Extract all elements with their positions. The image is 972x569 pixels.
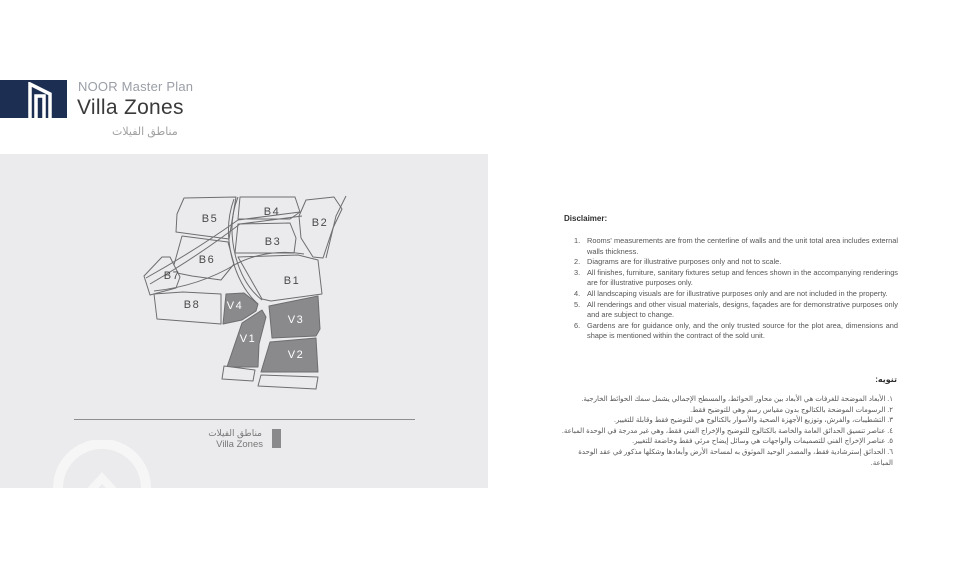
disclaimer-item: 5. All renderings and other visual materials, designs, façades are for demonstrative purposes only and are subject to change.	[574, 299, 898, 320]
zone-strip-right	[258, 375, 318, 389]
arabic-disclaimer-item: ٥. عناصر الإخراج الفني للتصميمات والواجهات هي وسائل إيضاح مرئي فقط وخاضعة للتغيير.	[632, 438, 893, 446]
page-title: Villa Zones	[77, 96, 184, 119]
legend-divider	[74, 419, 415, 420]
legend-label-arabic: مناطق الفيلات	[208, 428, 262, 438]
zone-label: B3	[264, 236, 282, 248]
disclaimer-title: Disclaimer:	[564, 214, 608, 223]
arabic-disclaimer-item: ٤. عناصر تنسيق الحدائق العامة والخاصة بالكتالوج للتوضيح والإخراج الفني فقط، وهي غير مدرجة في الوحدة المباعة.	[561, 427, 893, 435]
arabic-disclaimer-item: ٦. الحدائق إسترشادية فقط، والمصدر الوحيد الموثوق به لمساحة الأرض وأبعادها وشكلها مذكور في عقد الوحدة المباعة.	[578, 448, 893, 467]
arabic-disclaimer-item: ٢. الرسومات الموضحة بالكتالوج بدون مقياس رسم وهي للتوضيح فقط.	[690, 406, 893, 414]
disclaimer-item: 3. All finishes, furniture, sanitary fixtures setup and fences shown in the accompanying renderings are for illustrative purposes only.	[574, 267, 898, 288]
zone-strip-left	[222, 366, 255, 381]
master-plan-subtitle: NOOR Master Plan	[78, 79, 194, 94]
arabic-disclaimer-item: ٣. التشطيبات، والفرش، وتوزيع الأجهزة الصحية والأسوار بالكتالوج هي للتوضيح فقط وقابلة للتغيير.	[613, 417, 893, 425]
disclaimer-item: 4. All landscaping visuals are for illustrative purposes only and are not included in the property.	[574, 288, 888, 298]
logo-mark-icon	[28, 82, 52, 118]
zone-label: V3	[287, 314, 305, 326]
zone-label: B2	[311, 217, 329, 229]
zone-label: V4	[226, 300, 244, 312]
legend-swatch	[272, 429, 281, 448]
legend-label: Villa Zones	[216, 439, 263, 450]
zone-label: V2	[287, 349, 305, 361]
arabic-disclaimer-item: ١. الأبعاد الموضحة للغرفات هي الأبعاد بين محاور الحوائط، والمسطح الإجمالي يشمل سمك الحوائط الخارجية.	[581, 396, 893, 403]
arabic-disclaimer-list	[560, 395, 893, 469]
zone-label: B4	[263, 206, 281, 218]
map-panel	[0, 154, 488, 488]
zone-label: V1	[239, 333, 257, 345]
zone-label: B8	[183, 299, 201, 311]
zone-label: B5	[201, 213, 219, 225]
brand-logo	[0, 80, 67, 118]
disclaimer-item: 6. Gardens are for guidance only, and the only trusted source for the plot area, dimensions and shape is mentioned within the contract of the sold unit.	[574, 320, 898, 341]
page-title-arabic: مناطق الفيلات	[112, 126, 178, 138]
zone-B1	[238, 255, 322, 301]
disclaimer-list	[574, 236, 898, 342]
zone-label: B1	[283, 275, 301, 287]
watermark-logo-icon	[52, 440, 152, 488]
arabic-disclaimer-title: تنويه:	[875, 375, 897, 384]
disclaimer-item: 1. Rooms' measurements are from the centerline of walls and the unit total area includes external walls thickness.	[574, 236, 898, 256]
zone-label: B7	[163, 270, 181, 282]
disclaimer-item: 2. Diagrams are for illustrative purposes only and not to scale.	[574, 257, 782, 267]
zone-label: B6	[198, 254, 216, 266]
